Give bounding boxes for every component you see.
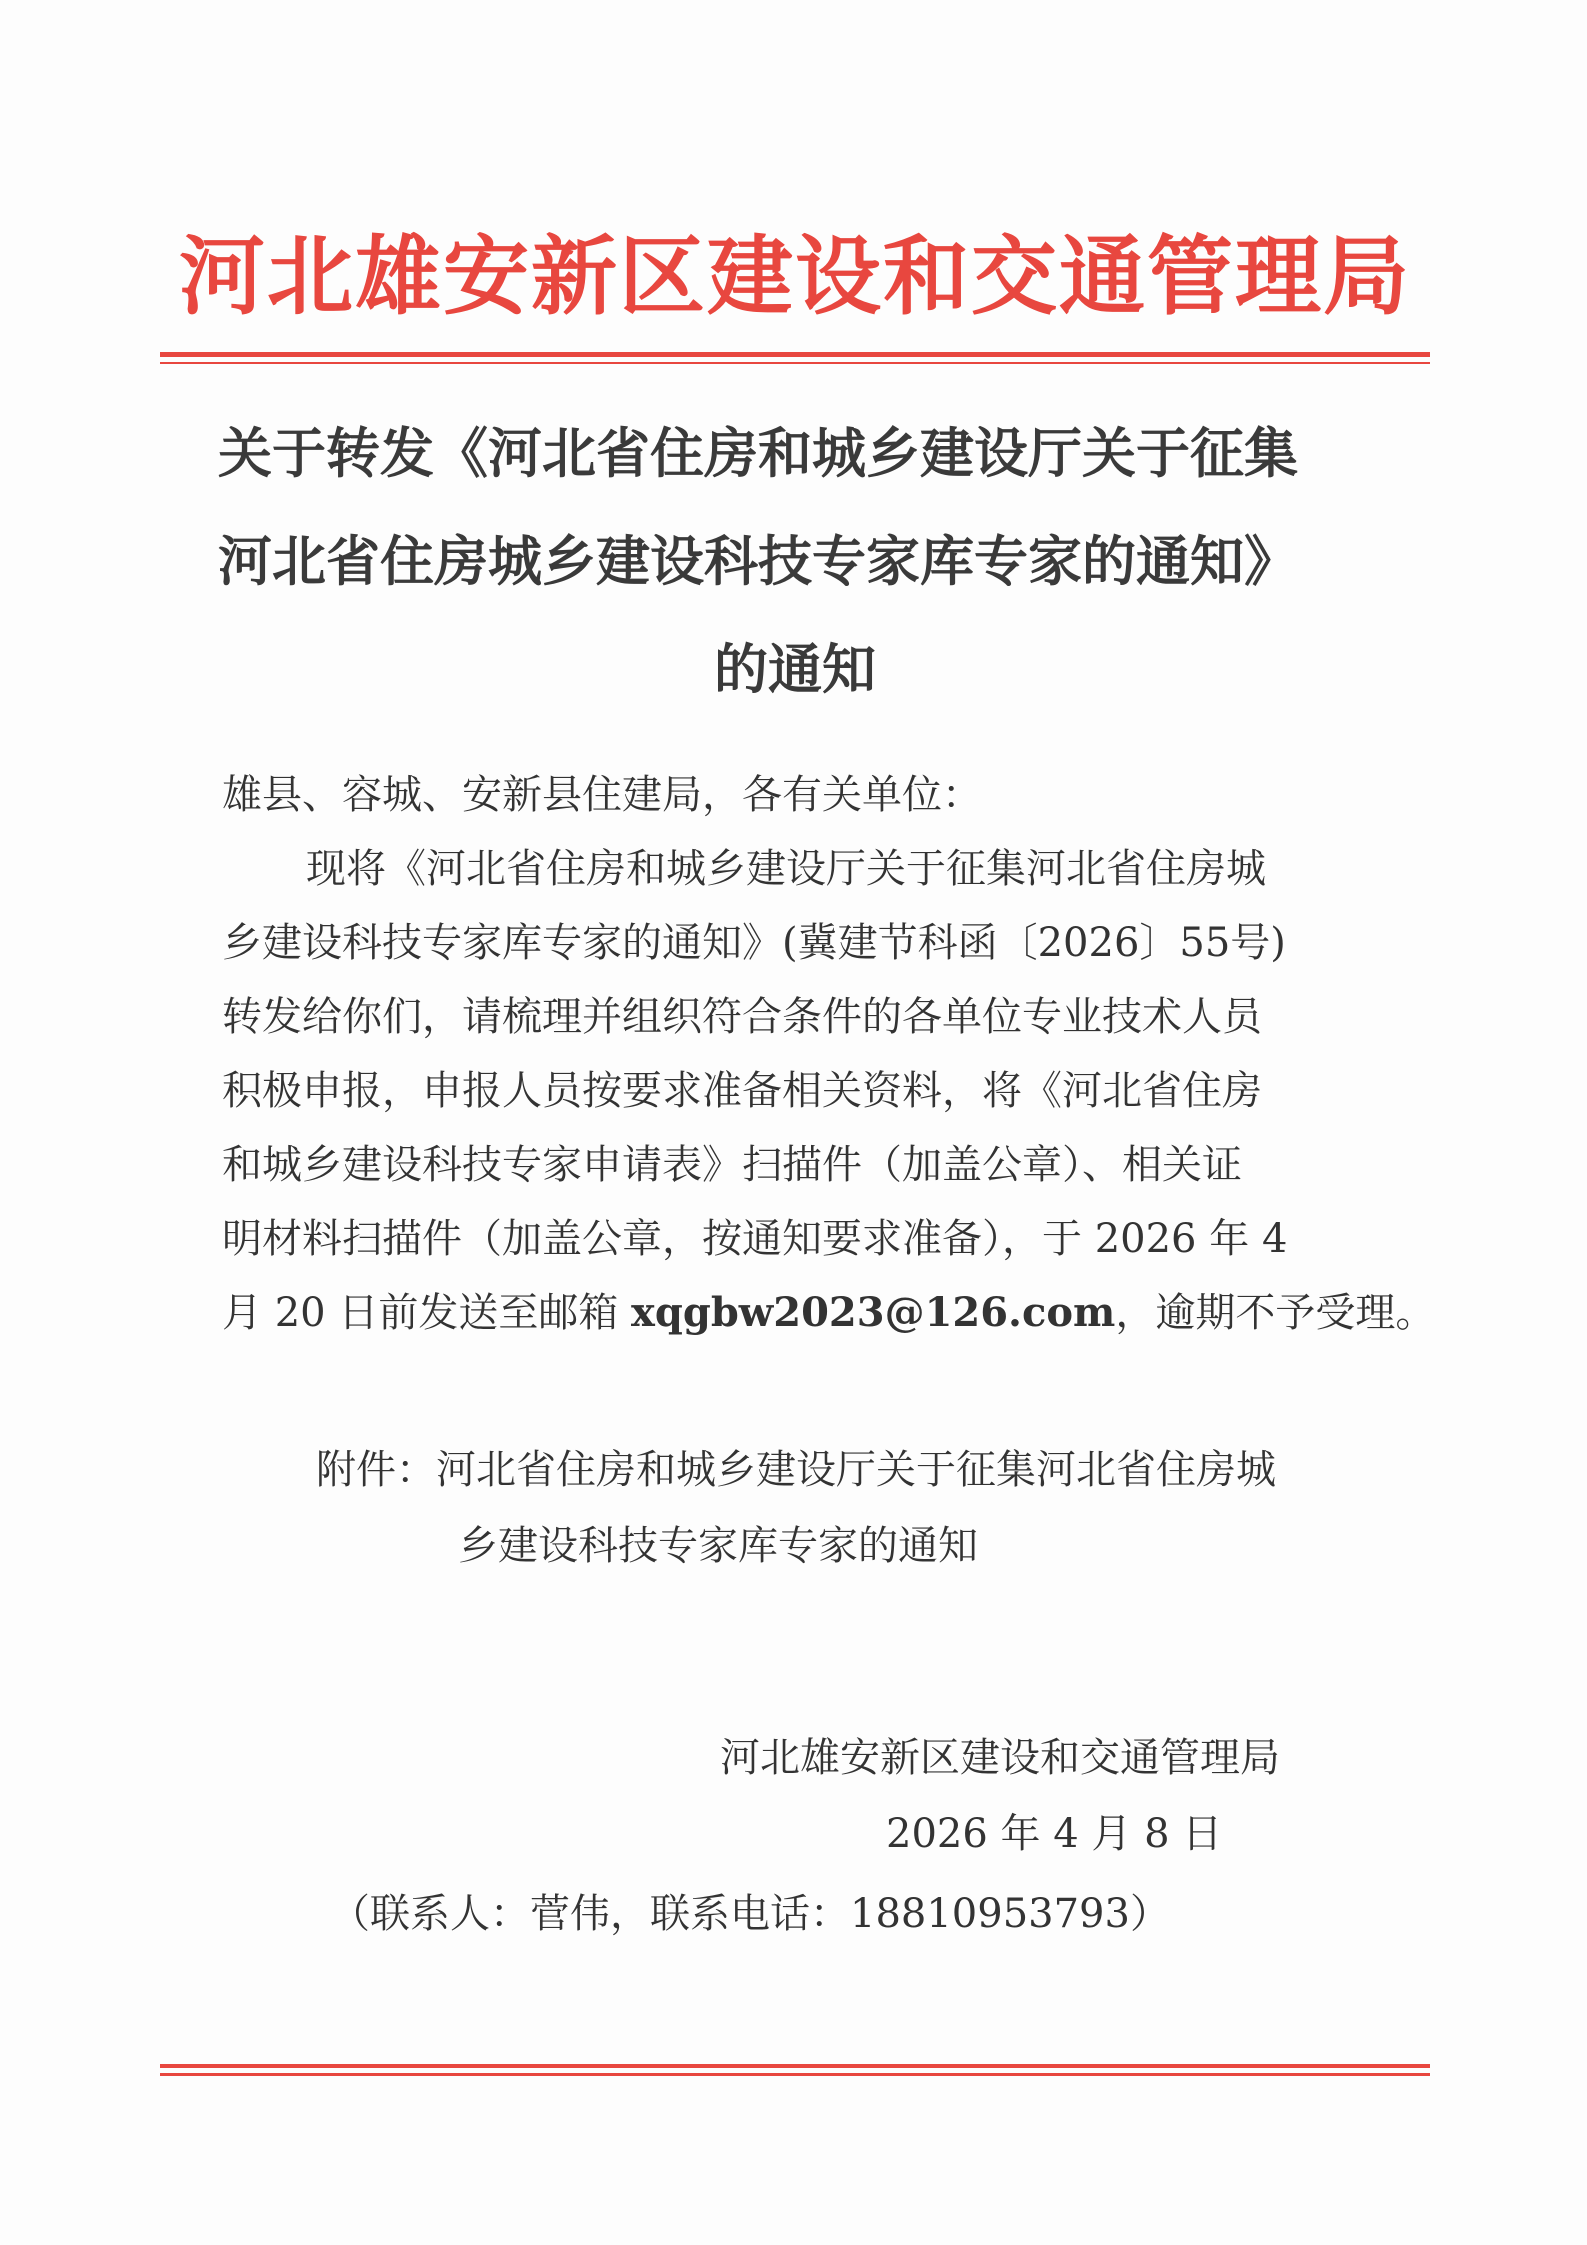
signature-date: 2026 年 4 月 8 日 (886, 1811, 1223, 1857)
signature-organization: 河北雄安新区建设和交通管理局 (720, 1735, 1280, 1781)
masthead-red-rule (160, 352, 1430, 364)
body-paragraph (222, 832, 1436, 1350)
paragraph-line: 现将《河北省住房和城乡建设厅关于征集河北省住房城 (306, 846, 1266, 892)
title-line-2: 河北省住房城乡建设科技专家库专家的通知》 (218, 530, 1298, 593)
footer-red-rule (160, 2064, 1430, 2076)
paragraph-text: ，逾期不予受理。 (1115, 1290, 1436, 1336)
attachment-line-1: 附件：河北省住房和城乡建设厅关于征集河北省住房城 (316, 1447, 1276, 1493)
salutation: 雄县、容城、安新县住建局，各有关单位： (222, 772, 982, 818)
contact-info: （联系人：菅伟，联系电话：18810953793） (330, 1891, 1170, 1937)
paragraph-line: 乡建设科技专家库专家的通知》(冀建节科函〔2026〕55号) (222, 920, 1286, 966)
title-line-3: 的通知 (714, 638, 876, 701)
red-rule-thin (160, 362, 1430, 364)
document-title (160, 400, 1430, 724)
paragraph-line: 积极申报，申报人员按要求准备相关资料，将《河北省住房 (222, 1068, 1262, 1114)
paragraph-line-last (222, 1276, 1436, 1350)
masthead-title: 河北雄安新区建设和交通管理局 (179, 227, 1411, 327)
signature-block (720, 1720, 1370, 1872)
paragraph-line: 转发给你们，请梳理并组织符合条件的各单位专业技术人员 (222, 994, 1262, 1040)
email-address: xqgbw2023@126.com (631, 1289, 1116, 1336)
attachment-line-2: 乡建设科技专家库专家的通知 (458, 1523, 978, 1569)
red-rule-thin (160, 2073, 1430, 2076)
paragraph-line: 和城乡建设科技专家申请表》扫描件（加盖公章）、相关证 (222, 1142, 1242, 1188)
paragraph-text: 月 20 日前发送至邮箱 (222, 1290, 632, 1336)
paragraph-line: 明材料扫描件（加盖公章，按通知要求准备），于 2026 年 4 (222, 1216, 1288, 1262)
attachment-note (316, 1432, 1416, 1584)
title-line-1: 关于转发《河北省住房和城乡建设厅关于征集 (218, 422, 1298, 485)
